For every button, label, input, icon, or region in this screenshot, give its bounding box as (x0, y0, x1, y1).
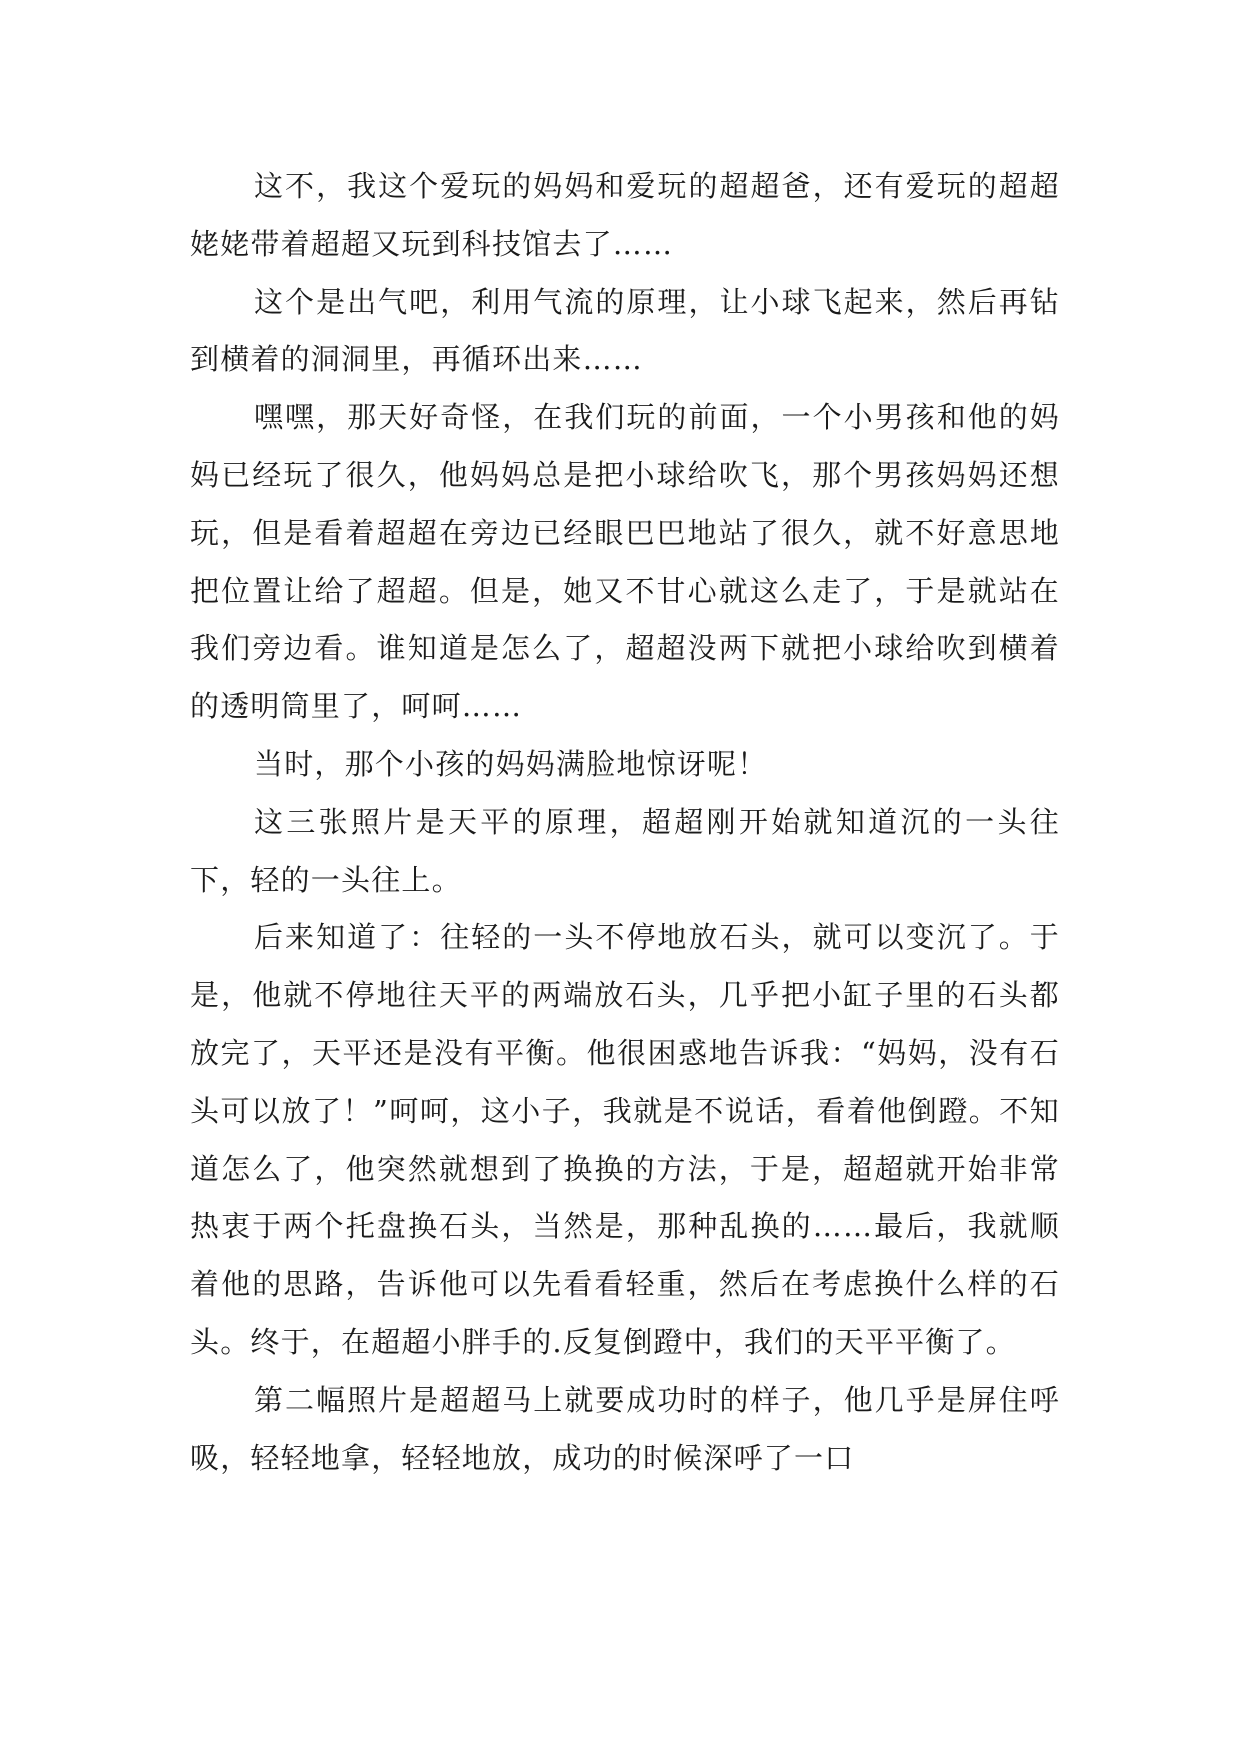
paragraph-3: 嘿嘿，那天好奇怪，在我们玩的前面，一个小男孩和他的妈妈已经玩了很久，他妈妈总是把小球给吹飞，那个男孩妈妈还想玩，但是看着超超在旁边已经眼巴巴地站了很久，就不好意思地把位置让给了超超。但是，她又不甘心就这么走了，于是就站在我们旁边看。谁知道是怎么了，超超没两下就把小球给吹到横着的透明筒里了，呵呵…… (190, 400, 1060, 724)
paragraph-7: 第二幅照片是超超马上就要成功时的样子，他几乎是屏住呼吸，轻轻地拿，轻轻地放，成功的时候深呼了一口 (190, 1382, 1060, 1475)
paragraph-1: 这不，我这个爱玩的妈妈和爱玩的超超爸，还有爱玩的超超姥姥带着超超又玩到科技馆去了…… (190, 169, 1060, 261)
paragraph-6: 后来知道了：往轻的一头不停地放石头，就可以变沉了。于是，他就不停地往天平的两端放石头，几乎把小缸子里的石头都放完了，天平还是没有平衡。他很困惑地告诉我：“妈妈，没有石头可以放了！”呵呵，这小子，我就是不说话，看着他倒蹬。不知道怎么了，他突然就想到了换换的方法，于是，超超就开始非常热衷于两个托盘换石头，当然是，那种乱换的……最后，我就顺着他的思路，告诉他可以先看看轻重，然后在考虑换什么样的石头。终于，在超超小胖手的.反复倒蹬中，我们的天平平衡了。 (190, 920, 1060, 1359)
document-body (190, 158, 1060, 1487)
paragraph-5: 这三张照片是天平的原理，超超刚开始就知道沉的一头往下，轻的一头往上。 (190, 804, 1060, 897)
paragraph-4: 当时，那个小孩的妈妈满脸地惊讶呢！ (254, 746, 768, 781)
paragraph-2: 这个是出气吧，利用气流的原理，让小球飞起来，然后再钻到横着的洞洞里，再循环出来…… (190, 284, 1060, 377)
